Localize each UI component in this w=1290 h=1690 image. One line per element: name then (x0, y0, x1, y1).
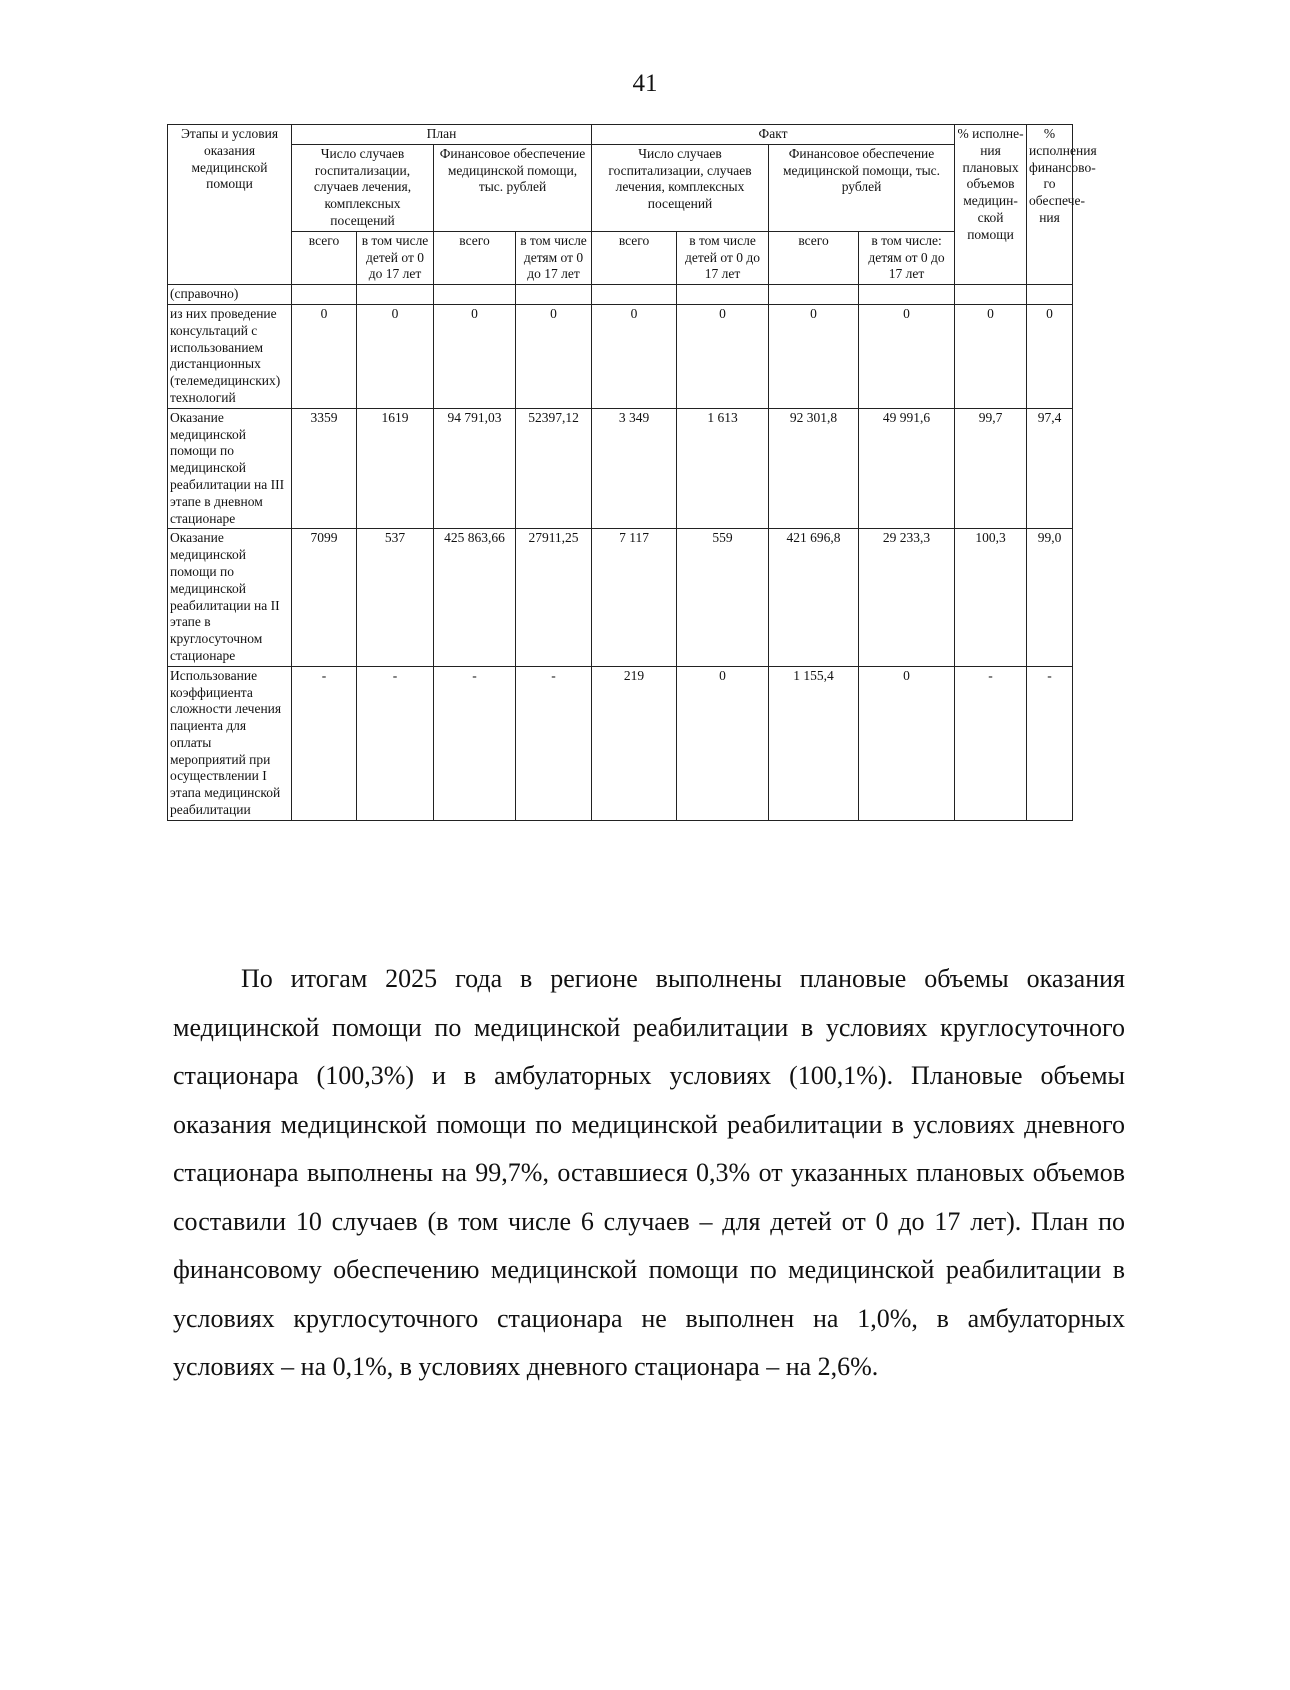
table-cell (677, 285, 769, 305)
table-cell: 0 (677, 666, 769, 820)
table-cell: 3 349 (592, 408, 677, 529)
header-fact: Факт (592, 125, 955, 145)
subheader-fact-cases-total: всего (592, 231, 677, 284)
row-label: Использование коэффициента сложности лечения пациента для оплаты мероприятий при осуществлении I этапа медицинской реабилитации (168, 666, 292, 820)
table-cell: 421 696,8 (769, 529, 859, 666)
row-label: Оказание медицинской помощи по медицинской реабилитации на II этапе в круглосуточном стационаре (168, 529, 292, 666)
table-cell (859, 285, 955, 305)
table-row (168, 666, 1073, 820)
table-cell (769, 285, 859, 305)
table-cell: 0 (859, 666, 955, 820)
table-row (168, 304, 1073, 408)
row-label: Оказание медицинской помощи по медицинской реабилитации на III этапе в дневном стационаре (168, 408, 292, 529)
header-stage: Этапы и условия оказания медицинской помощи (168, 125, 292, 285)
table-cell: - (1027, 666, 1073, 820)
table-cell: 3359 (292, 408, 357, 529)
table-cell (357, 285, 434, 305)
subheader-plan-finance-children: в том числе детям от 0 до 17 лет (516, 231, 592, 284)
table-row (168, 529, 1073, 666)
table-cell (516, 285, 592, 305)
table-cell: 0 (677, 304, 769, 408)
table-cell: 52397,12 (516, 408, 592, 529)
table-cell: 0 (1027, 304, 1073, 408)
table-cell: - (516, 666, 592, 820)
table-cell: 7 117 (592, 529, 677, 666)
row-label: (справочно) (168, 285, 292, 305)
table-cell: 0 (516, 304, 592, 408)
table-cell: - (357, 666, 434, 820)
table-cell: - (434, 666, 516, 820)
row-label: из них проведение консультаций с использованием дистанционных (телемедицинских) технологий (168, 304, 292, 408)
table-cell: 1 155,4 (769, 666, 859, 820)
table-cell: 537 (357, 529, 434, 666)
table-cell: 425 863,66 (434, 529, 516, 666)
subheader-fact-finance-total: всего (769, 231, 859, 284)
subheader-fact-cases-children: в том числе детей от 0 до 17 лет (677, 231, 769, 284)
table-cell: 0 (434, 304, 516, 408)
table-cell: 100,3 (955, 529, 1027, 666)
subheader-fact-finance-children: в том числе: детям от 0 до 17 лет (859, 231, 955, 284)
table-cell: 0 (769, 304, 859, 408)
table-cell: 1 613 (677, 408, 769, 529)
table-cell: 0 (955, 304, 1027, 408)
header-plan: План (292, 125, 592, 145)
summary-text (173, 955, 1125, 1392)
table-cell (434, 285, 516, 305)
table-cell: 0 (859, 304, 955, 408)
table-cell: 7099 (292, 529, 357, 666)
table-cell: 27911,25 (516, 529, 592, 666)
header-pct-volume: % исполне-ния плановых объемов медицин-ской помощи (955, 125, 1027, 285)
table-cell: - (955, 666, 1027, 820)
table-cell: 99,0 (1027, 529, 1073, 666)
header-plan-finance: Финансовое обеспечение медицинской помощи, тыс. рублей (434, 144, 592, 231)
rehabilitation-report-table (167, 124, 1097, 821)
table-cell: 99,7 (955, 408, 1027, 529)
table-row (168, 285, 1073, 305)
table-cell: 94 791,03 (434, 408, 516, 529)
table-cell (592, 285, 677, 305)
subheader-plan-cases-total: всего (292, 231, 357, 284)
header-fact-cases: Число случаев госпитализации, случаев лечения, комплексных посещений (592, 144, 769, 231)
table-cell: 559 (677, 529, 769, 666)
summary-paragraph: По итогам 2025 года в регионе выполнены плановые объемы оказания медицинской помощи по медицинской реабилитации в условиях круглосуточного стационара (100,3%) и в амбулаторных условиях (100,1%). Плановые объемы оказания медицинской помощи по медицинской реабилитации в условиях дневного стационара выполнены на 99,7%, оставшиеся 0,3% от указанных плановых объемов составили 10 случаев (в том числе 6 случаев – для детей от 0 до 17 лет). План по финансовому обеспечению медицинской помощи по медицинской реабилитации в условиях круглосуточного стационара не выполнен на 1,0%, в амбулаторных условиях – на 0,1%, в условиях дневного стационара – на 2,6%. (173, 964, 1125, 1381)
header-plan-cases: Число случаев госпитализации, случаев лечения, комплексных посещений (292, 144, 434, 231)
table-cell: 0 (292, 304, 357, 408)
page-number: 41 (632, 70, 658, 97)
table-cell: 29 233,3 (859, 529, 955, 666)
table-cell: 49 991,6 (859, 408, 955, 529)
table-cell: 219 (592, 666, 677, 820)
table-cell: 0 (357, 304, 434, 408)
table-cell: - (292, 666, 357, 820)
subheader-plan-finance-total: всего (434, 231, 516, 284)
table-cell (292, 285, 357, 305)
table-cell (1027, 285, 1073, 305)
subheader-plan-cases-children: в том числе детей от 0 до 17 лет (357, 231, 434, 284)
table-cell: 97,4 (1027, 408, 1073, 529)
header-pct-finance: % исполнения финансово-го обеспече-ния (1027, 125, 1073, 285)
table-cell: 1619 (357, 408, 434, 529)
header-fact-finance: Финансовое обеспечение медицинской помощи, тыс. рублей (769, 144, 955, 231)
table-cell: 92 301,8 (769, 408, 859, 529)
table-cell: 0 (592, 304, 677, 408)
table-cell (955, 285, 1027, 305)
table-row (168, 408, 1073, 529)
